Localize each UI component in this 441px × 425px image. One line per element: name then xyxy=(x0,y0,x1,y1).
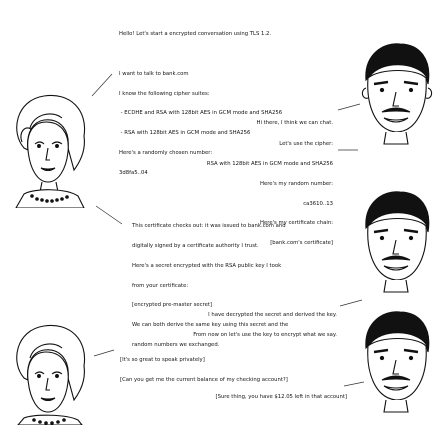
message-client-private: [It's so great to speak privately] [Can you get me the current balance of my checking account?] xyxy=(120,357,288,383)
man-portrait-icon-3 xyxy=(356,306,438,424)
woman-portrait-icon xyxy=(4,88,96,208)
callout-line-4 xyxy=(96,206,122,224)
message-server-finished: I have decrypted the secret and derived the key. From now on let's use the key to encrypt what we say. xyxy=(193,312,337,338)
message-server-cipher-cert: Let's use the cipher: RSA with 128bit AES in GCM mode and SHA256 Here's my random number: ca3610..13 Here's my certificate chain: [bank.com's certificate] xyxy=(206,141,333,247)
woman-portrait-icon-2 xyxy=(4,318,96,425)
man-portrait-icon-2 xyxy=(356,186,438,304)
message-server-private: [Sure thing, you have $12.05 left in that account] xyxy=(215,394,347,401)
message-client-hello: Hello! Let's start a encrypted conversation using TLS 1.2. I want to talk to bank.com I know the following cipher suites: - ECDHE and RSA with 128bit AES in GCM mode and SHA256 - RSA with 128bit AES in GCM mode and SHA256 Here's a randomly chosen number: 3d8fa5..04 xyxy=(119,31,283,176)
callout-line-6 xyxy=(94,350,114,356)
message-client-key-exchange: This certificate checks out: it was issued to bank.com and digitally signed by a certificate authority I trust. Here's a secret encrypted with the RSA public key I took from your certificate: [encrypted pre-master secret] We can both derive the same key using this secret and the random numbers we exchanged. xyxy=(132,223,289,348)
man-portrait-icon xyxy=(356,38,438,156)
message-server-hello: Hi there, I think we can chat. xyxy=(256,120,333,127)
